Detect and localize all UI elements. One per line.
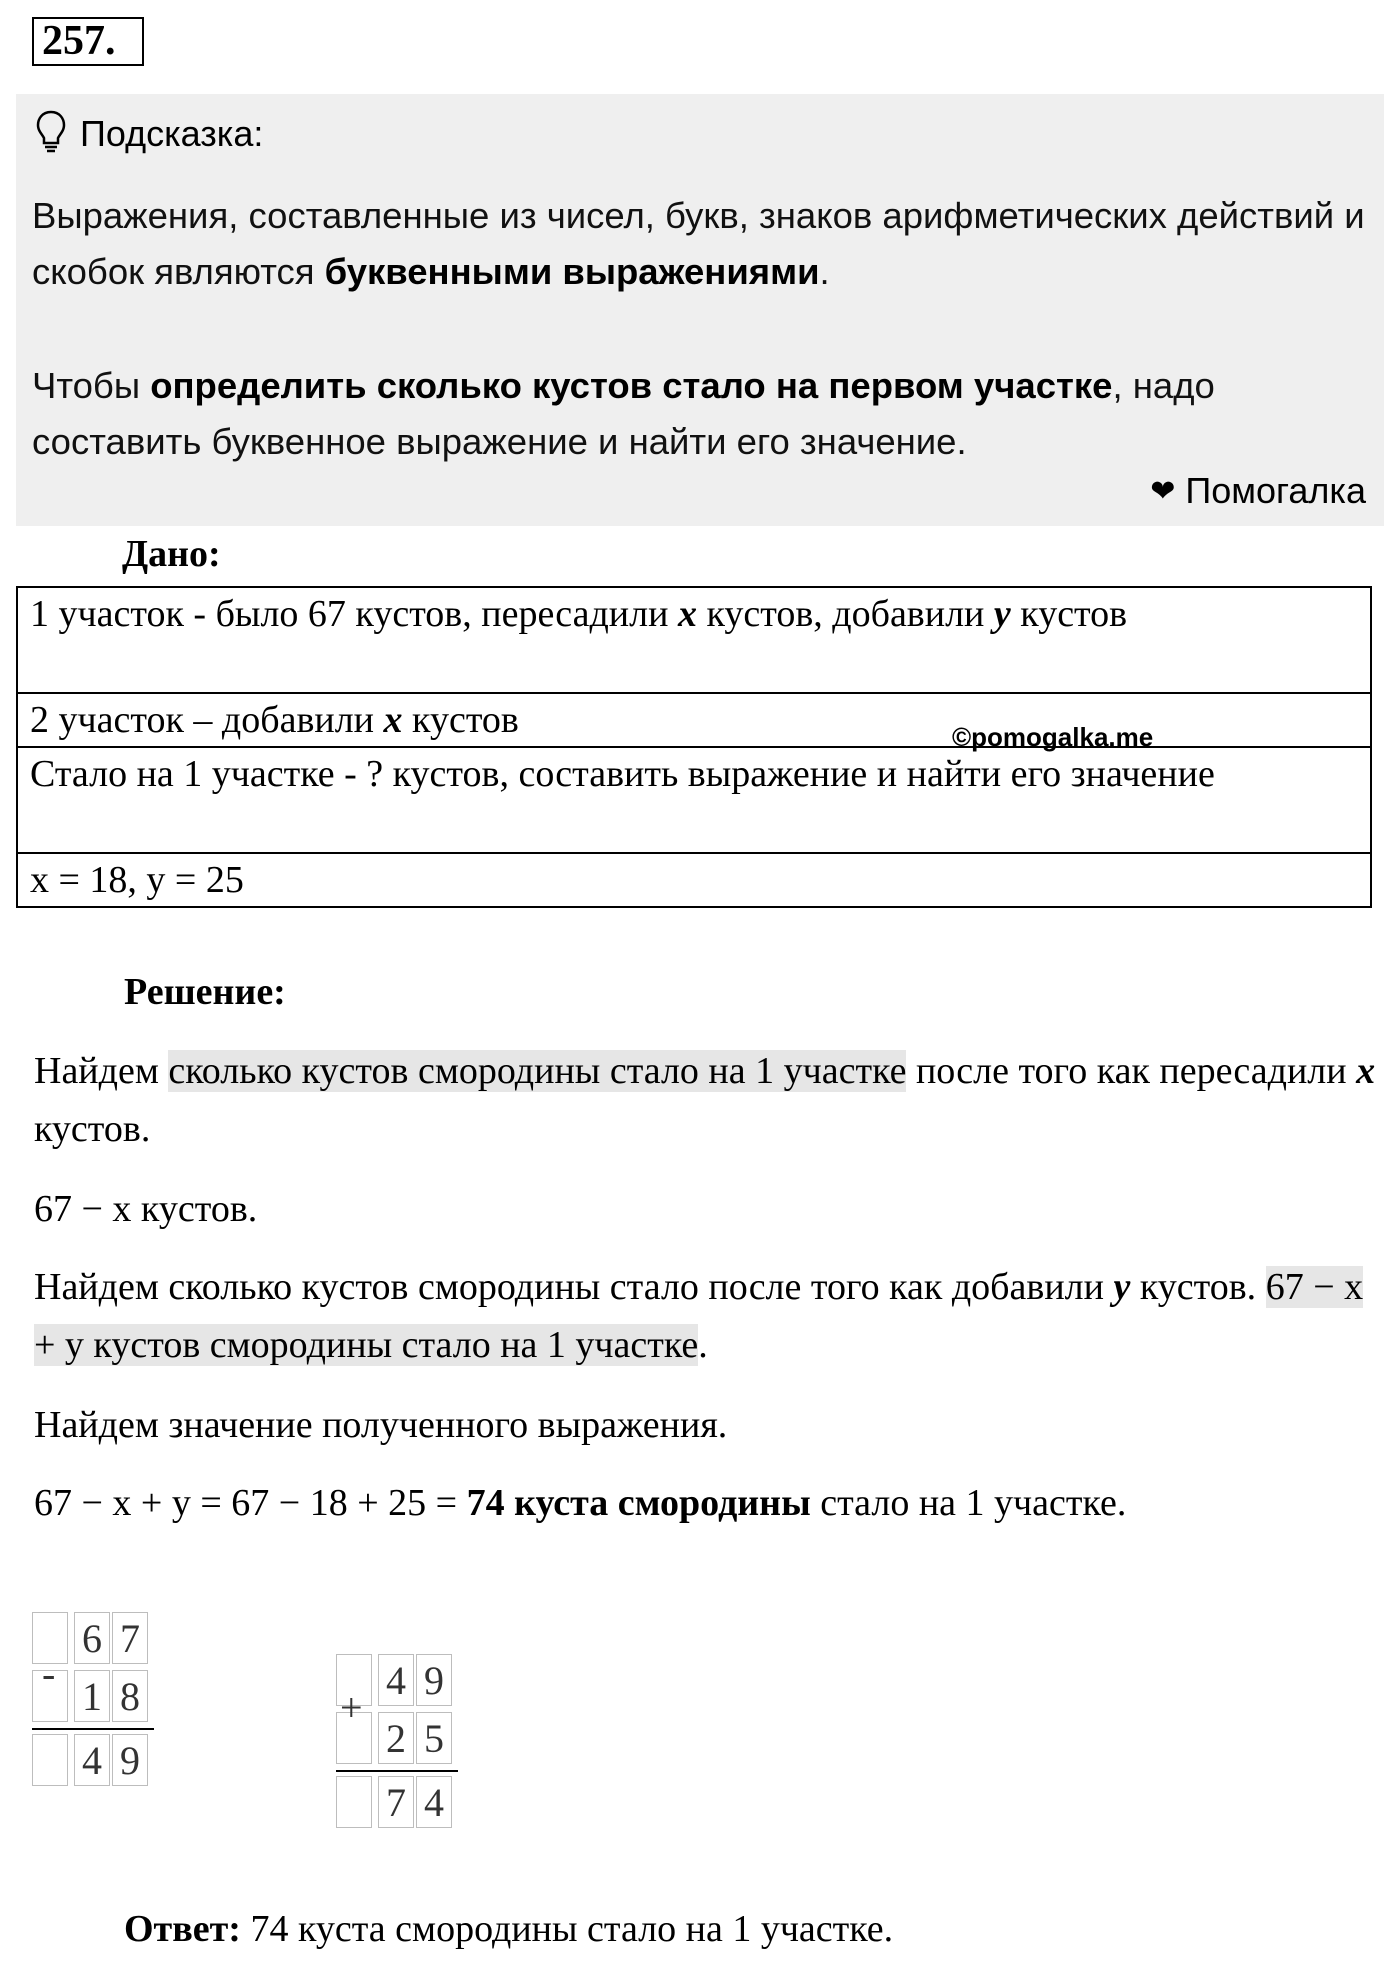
subtraction-column — [32, 1612, 154, 1788]
solution-line-4: Найдем значение полученного выражения. — [34, 1404, 728, 1446]
digit-cell: 9 — [416, 1654, 452, 1706]
hint-signature: ❤ Помогалка — [1150, 470, 1366, 511]
given-heading: Дано: — [122, 533, 221, 575]
given-table — [16, 586, 1372, 908]
solution-line-3: Найдем сколько кустов смородины стало после того как добавили y кустов. 67 − x + y кустов смородины стало на 1 участке. — [34, 1266, 1364, 1366]
hint-title-row — [36, 106, 263, 162]
digit-cell: 6 — [74, 1612, 110, 1664]
answer-line: Ответ: 74 куста смородины стало на 1 участке. — [124, 1908, 894, 1950]
digit-cell: 5 — [416, 1712, 452, 1764]
lightbulb-icon — [36, 110, 66, 159]
plus-sign: + — [340, 1685, 363, 1730]
digit-cell: 8 — [112, 1670, 148, 1722]
hint-title: Подсказка: — [80, 113, 264, 154]
sum-line — [336, 1770, 458, 1772]
digit-cell: 1 — [74, 1670, 110, 1722]
digit-cell: 4 — [416, 1776, 452, 1828]
digit-cell: 9 — [112, 1734, 148, 1786]
watermark: ©pomogalka.me — [952, 722, 1154, 752]
heart-icon: ❤ — [1150, 474, 1176, 508]
digit-cell: 4 — [74, 1734, 110, 1786]
hint-box — [16, 94, 1384, 526]
solution-heading: Решение: — [124, 971, 286, 1013]
sum-line — [32, 1728, 154, 1730]
solution-line-1: Найдем сколько кустов смородины стало на 1 участке после того как пересадили x кустов. — [34, 1050, 1376, 1150]
solution-line-5: 67 − x + y = 67 − 18 + 25 = 74 куста смородины стало на 1 участке. — [34, 1482, 1127, 1524]
given-row: x = 18, y = 25 — [17, 853, 1371, 907]
hint-paragraph-2: Чтобы определить сколько кустов стало на первом участке, надо составить буквенное выражение и найти его значение. — [32, 365, 1215, 462]
given-row: Стало на 1 участке - ? кустов, составить выражение и найти его значение — [17, 747, 1371, 853]
addition-column — [336, 1654, 458, 1830]
empty-cell — [32, 1734, 68, 1786]
digit-cell: 4 — [378, 1654, 414, 1706]
given-row: 2 участок – добавили x кустов — [17, 693, 1371, 747]
minus-sign: - — [42, 1651, 56, 1696]
hint-paragraph-1: Выражения, составленные из чисел, букв, знаков арифметических действий и скобок являются буквенными выражениями. — [32, 195, 1365, 292]
empty-cell — [336, 1776, 372, 1828]
digit-cell: 7 — [112, 1612, 148, 1664]
digit-cell: 2 — [378, 1712, 414, 1764]
digit-cell: 7 — [378, 1776, 414, 1828]
solution-line-2: 67 − x кустов. — [34, 1188, 258, 1230]
task-number: 257. — [32, 17, 144, 66]
given-row: 1 участок - было 67 кустов, пересадили x кустов, добавили y кустов — [17, 587, 1371, 693]
